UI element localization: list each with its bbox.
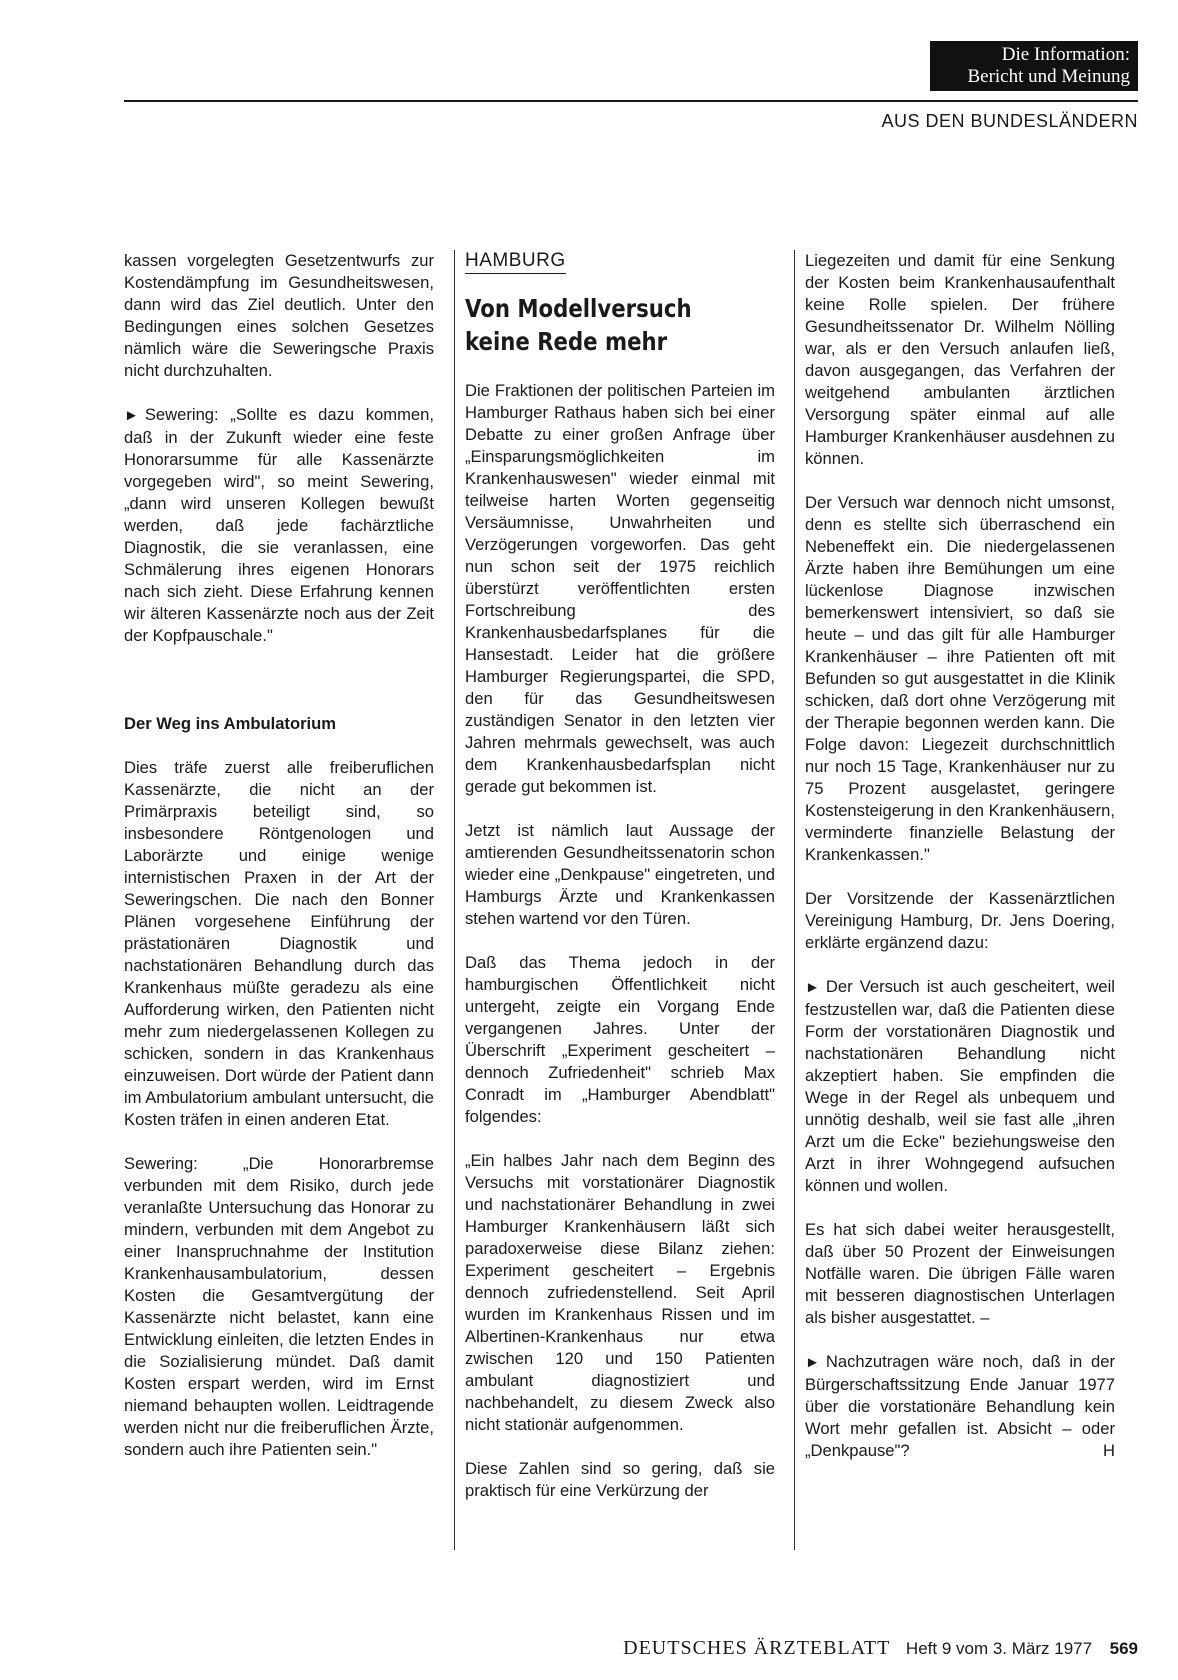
col1-paragraph-3: Dies träfe zuerst alle freiberuflichen Kassenärzte, die nicht an der Primärpraxis beteiligt sind, so insbesondere Röntgenologen und Laborärzte und einige wenige internistischen Praxen in der Art der Seweringschen. Die nach den Bonner Plänen vorgesehene Einführung der prästationären Diagnostik und nachstationären Behandlung durch das Krankenhaus müßte geradezu als eine Aufforderung wirken, den Patienten nicht mehr zum niedergelassenen Kollegen zu schicken, sondern in das Krankenhaus einzuweisen. Dort würde der Patient dann im Ambulatorium ambulant untersucht, die Kosten träfen in einen anderen Etat.: [124, 758, 434, 1129]
badge-line-2: Bericht und Meinung: [967, 66, 1130, 87]
col2-paragraph-5: Diese Zahlen sind so gering, daß sie praktisch für eine Verkürzung der: [465, 1459, 775, 1500]
column-divider-1: [454, 250, 455, 1550]
journal-name: DEUTSCHES ÄRZTEBLATT: [623, 1637, 891, 1659]
col1-paragraph-1: kassen vorgelegten Gesetzentwurfs zur Kostendämpfung im Gesundheitswesen, dann wird das Ziel deutlich. Unter den Bedingungen eines solchen Gesetzes nämlich wäre die Seweringsche Praxis nicht durchzuhalten.: [124, 251, 434, 380]
badge-line-1: Die Information:: [1001, 44, 1130, 65]
article-headline: [465, 292, 771, 358]
col3-paragraph-4-text: Der Versuch ist auch gescheitert, weil festzustellen war, daß die Patienten diese Form der vorstationären Diagnostik und nachstationären Behandlung nicht akzeptiert haben. Sie empfinden die Wege in der Regel als unbequem und unnötig deshalb, weil sie fast alle „ihren Arzt um die Ecke" beziehungsweise den Arzt in ihrer Wohngegend aufsuchen können und wollen.: [805, 977, 1115, 1195]
page-footer: [623, 1637, 1138, 1660]
arrow-bullet-icon: ►: [124, 407, 139, 424]
section-badge: [930, 41, 1138, 91]
arrow-bullet-icon: ►: [805, 1354, 820, 1371]
column-3: [805, 250, 1115, 1484]
col2-paragraph-3: Daß das Thema jedoch in der hamburgischen Öffentlichkeit nicht untergeht, zeigte ein Vorgang Ende vergangenen Jahres. Unter der Überschrift „Experiment gescheitert – dennoch Zufriedenheit" schrieb Max Conradt im „Hamburger Abendblatt" folgendes:: [465, 953, 775, 1126]
col3-paragraph-6-text: Nachzutragen wäre noch, daß in der Bürgerschaftssitzung Ende Januar 1977 über die vorstationäre Behandlung kein Wort mehr gefallen ist. Absicht – oder „Denkpause"?: [805, 1352, 1115, 1460]
subheading: Der Weg ins Ambulatorium: [124, 714, 337, 733]
col2-paragraph-1: Die Fraktionen der politischen Parteien im Hamburger Rathaus haben sich bei einer Debatte zu einer großen Anfrage über „Einsparungsmöglichkeiten im Krankenhauswesen" wieder einmal mit teilweise harten Worten gegenseitig Versäumnisse, Unwahrheiten und Verzögerungen vorgeworfen. Das geht nun schon seit der 1975 reichlich überstürzt veröffentlichten ersten Fortschreibung des Krankenhausbedarfsplanes für die Hansestadt. Leider hat die größere Hamburger Regierungspartei, die SPD, den für das Gesundheitswesen zuständigen Senator in den letzten vier Jahren mehrmals gewechselt, was auch dem Krankenhausbedarfsplan nicht gerade gut bekommen ist.: [465, 381, 775, 796]
col3-paragraph-3: Der Vorsitzende der Kassenärztlichen Vereinigung Hamburg, Dr. Jens Doering, erklärte ergänzend dazu:: [805, 889, 1115, 952]
col2-paragraph-4: „Ein halbes Jahr nach dem Beginn des Versuchs mit vorstationärer Diagnostik und nachstationärer Behandlung in zwei Hamburger Krankenhäusern läßt sich paradoxerweise diese Bilanz ziehen: Experiment gescheitert – Ergebnis dennoch zufriedenstellend. Seit April wurden im Krankenhaus Rissen und im Albertinen-Krankenhaus nur etwa zwischen 120 und 150 Patienten ambulant diagnostiziert und nachbehandelt, zu diesem Zweck also nicht stationär aufgenommen.: [465, 1151, 775, 1434]
col3-paragraph-5: Es hat sich dabei weiter herausgestellt, daß über 50 Prozent der Einweisungen Notfälle waren. Die übrigen Fälle waren mit besseren diagnostischen Unterlagen als bisher ausgestattet. –: [805, 1220, 1115, 1327]
col1-paragraph-4: Sewering: „Die Honorarbremse verbunden mit dem Risiko, durch jede veranlaßte Untersuchung das Honorar zu mindern, verbunden mit dem Angebot zu einer Inanspruchnahme der Institution Krankenhausambulatorium, dessen Kosten die Gesamtvergütung der Kassenärzte nicht belastet, kann eine Entwicklung einleiten, die letzten Endes in die Sozialisierung mündet. Daß damit Kosten erspart werden, wird im Ernst niemand behaupten wollen. Leidtragende werden nicht nur die freiberuflichen Ärzte, sondern auch ihre Patienten sein.": [124, 1154, 434, 1459]
arrow-bullet-icon: ►: [805, 979, 820, 996]
headline-line-2: keine Rede mehr: [465, 327, 668, 356]
section-label: AUS DEN BUNDESLÄNDERN: [881, 111, 1138, 131]
column-1: [124, 250, 434, 1483]
col1-paragraph-2-text: Sewering: „Sollte es dazu kommen, daß in der Zukunft wieder eine feste Honorarsumme für alle Kassenärzte vorgegeben wird", so meint Sewering, „dann wird unseren Kollegen bewußt werden, daß jede fachärztliche Diagnostik, die sie veranlassen, eine Schmälerung ihres eigenen Honorars nach sich zieht. Diese Erfahrung kennen wir älteren Kassenärzte noch aus der Zeit der Kopfpauschale.": [124, 405, 434, 645]
article-kicker: HAMBURG: [465, 250, 566, 274]
column-divider-2: [794, 250, 795, 1550]
col3-paragraph-2: Der Versuch war dennoch nicht umsonst, denn es stellte sich überraschend ein Nebeneffekt ein. Die niedergelassenen Ärzte haben ihre Bemühungen um eine lückenlose Diagnose inzwischen bemerkenswert intensiviert, so daß sie heute – und das gilt für alle Hamburger Krankenhäuser – ihre Patienten oft mit Befunden so gut ausgestattet in die Klinik schicken, daß dort ohne Verzögerung mit der Therapie begonnen werden kann. Die Folge davon: Liegezeit durchschnittlich nur noch 15 Tage, Krankenhäuser nur zu 75 Prozent ausgelastet, geringere Kostensteigerung in den Krankenhäusern, verminderte finanzielle Belastung der Krankenkassen.": [805, 493, 1115, 864]
col3-paragraph-1: Liegezeiten und damit für eine Senkung der Kosten beim Krankenhausaufenthalt keine Rolle spielen. Der frühere Gesundheitssenator Dr. Wilhelm Nölling war, als er den Versuch anlaufen ließ, davon ausgegangen, das Verfahren der weitgehend ambulanten ärztlichen Versorgung später einmal auf alle Hamburger Krankenhäuser ausdehnen zu können.: [805, 251, 1115, 468]
col3-paragraph-6: [805, 1351, 1115, 1462]
issue-info: Heft 9 vom 3. März 1977: [905, 1639, 1093, 1658]
header-rule: [124, 100, 1138, 102]
col2-paragraph-2: Jetzt ist nämlich laut Aussage der amtierenden Gesundheitssenatorin schon wieder eine „Denkpause" eingetreten, und Hamburgs Ärzte und Krankenkassen stehen wartend vor den Türen.: [465, 821, 775, 928]
author-signature: H: [1103, 1441, 1115, 1460]
col3-paragraph-4: [805, 976, 1115, 1197]
col1-paragraph-2: [124, 404, 434, 647]
page-number: 569: [1109, 1639, 1138, 1658]
column-2: [465, 250, 775, 1524]
headline-line-1: Von Modellversuch: [465, 294, 692, 323]
